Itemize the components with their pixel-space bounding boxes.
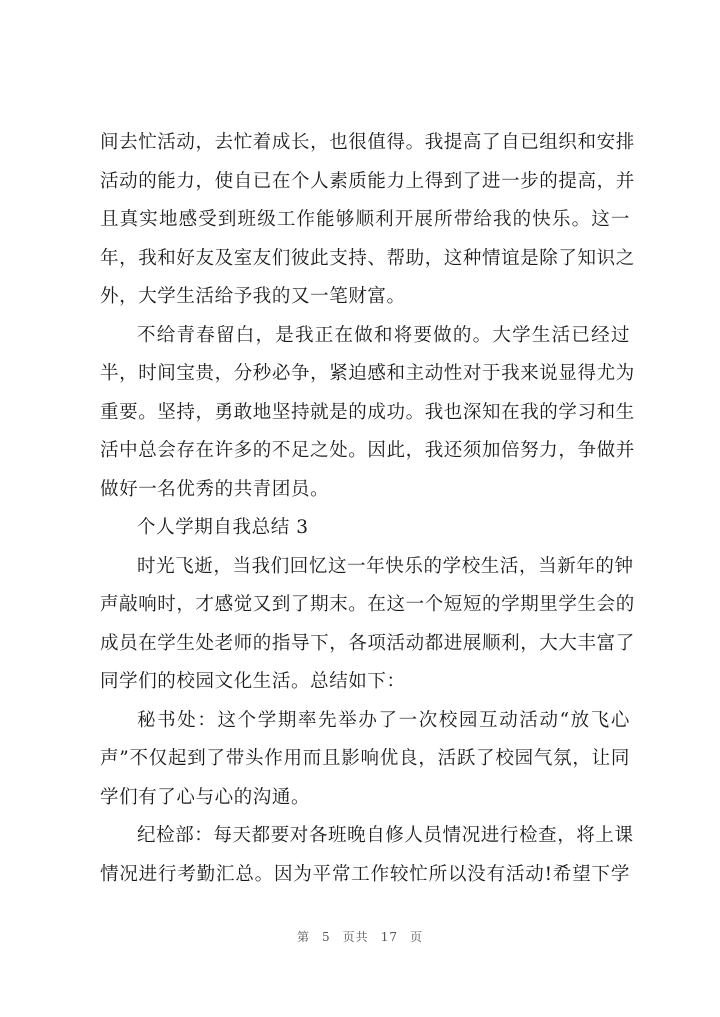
- text-line: 声敲响时，才感觉又到了期末。在这一个短短的学期里学生会的: [100, 594, 635, 615]
- text-line: 活中总会存在许多的不足之处。因此，我还须加倍努力，争做并: [100, 440, 635, 461]
- page-label-suffix: 页: [409, 930, 423, 944]
- text-line: 半，时间宝贵，分秒必争，紧迫感和主动性对于我来说显得尤为: [100, 363, 635, 384]
- text-line: 同学们的校园文化生活。总结如下：: [100, 671, 406, 692]
- current-page-number: 5: [322, 930, 331, 944]
- page-footer: [0, 928, 720, 945]
- text-line: 做好一名优秀的共青团员。: [100, 478, 330, 500]
- paragraph-start-line: 纪检部：每天都要对各班晚自修人员情况进行检查，将上课: [137, 825, 634, 846]
- text-line: 间去忙活动，去忙着成长，也很值得。我提高了自已组织和安排: [100, 132, 635, 153]
- paragraph-start-line: 时光飞逝，当我们回忆这一年快乐的学校生活，当新年的钟: [137, 555, 634, 577]
- page-label-mid: 页共: [342, 930, 369, 944]
- text-line: 年，我和好友及室友们彼此支持、帮助，这种情谊是除了知识之: [100, 247, 635, 269]
- text-line: 活动的能力，使自已在个人素质能力上得到了进一步的提高，并: [100, 170, 635, 192]
- paragraph-start-line: 不给青春留白，是我正在做和将要做的。大学生活已经过: [137, 324, 630, 346]
- text-line: 成员在学生处老师的指导下，各项活动都进展顺利，大大丰富了: [100, 632, 635, 654]
- text-line: 重要。坚持，勇敢地坚持就是的成功。我也深知在我的学习和生: [100, 401, 635, 423]
- section-heading: 个人学期自我总结 3: [137, 517, 309, 538]
- paragraph-start-line: 秘书处：这个学期率先举办了一次校园互动活动“放飞心: [137, 709, 630, 731]
- text-line: 情况进行考勤汇总。因为平常工作较忙所以没有活动!希望下学: [100, 863, 630, 885]
- text-line: 学们有了心与心的沟通。: [100, 786, 311, 808]
- text-line: 外，大学生活给予我的又一笔财富。: [100, 286, 406, 307]
- page-label-prefix: 第: [297, 930, 311, 944]
- text-line: 声”不仅起到了带头作用而且影响优良，活跃了校园气氛，让同: [100, 748, 630, 769]
- text-line: 且真实地感受到班级工作能够顺利开展所带给我的快乐。这一: [100, 209, 630, 230]
- total-pages-number: 17: [380, 930, 398, 944]
- document-body: [100, 124, 635, 894]
